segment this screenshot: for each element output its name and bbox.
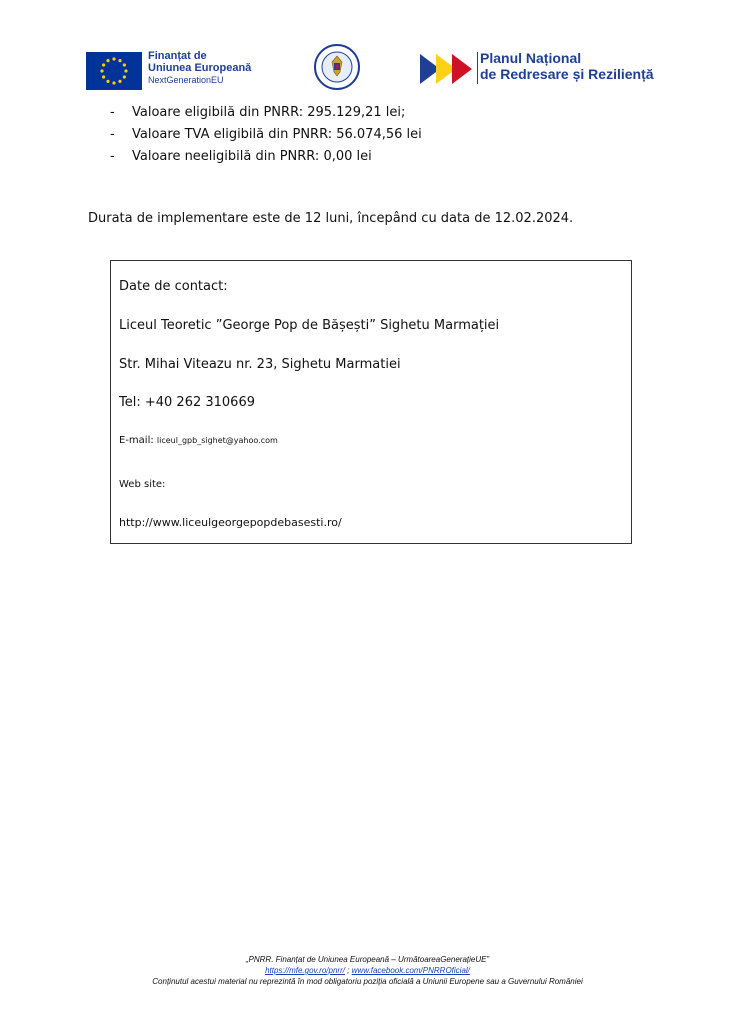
value-item-vat bbox=[110, 124, 422, 146]
email-value[interactable]: liceul_gpb_sighet@yahoo.com bbox=[156, 436, 278, 445]
pnrr-title bbox=[480, 50, 654, 82]
pnrr-line2: de Redresare și Reziliență bbox=[480, 66, 654, 82]
eu-funding-text bbox=[148, 50, 251, 86]
contact-phone: Tel: +40 262 310669 bbox=[119, 395, 255, 410]
contact-school-name: Liceul Teoretic ”George Pop de Bășești” Sighetu Marmației bbox=[119, 318, 500, 333]
eu-line2: Uniunea Europeană bbox=[148, 62, 252, 74]
footer-links bbox=[0, 965, 735, 976]
pnrr-separator bbox=[477, 52, 478, 84]
value-list bbox=[110, 102, 422, 168]
footer-link-facebook[interactable]: www.facebook.com/PNRROficial/ bbox=[351, 966, 470, 975]
value-text: Valoare eligibilă din PNRR: 295.129,21 lei; bbox=[132, 105, 406, 120]
bullet-dash: - bbox=[110, 149, 115, 164]
contact-box bbox=[110, 260, 632, 544]
bullet-dash: - bbox=[110, 127, 115, 142]
pnrr-logo-icon bbox=[420, 54, 476, 84]
footer-link-mfe[interactable]: https://mfe.gov.ro/pnrr/ bbox=[265, 966, 345, 975]
contact-email-row bbox=[119, 435, 278, 446]
footer-link-separator: ; bbox=[344, 966, 352, 975]
page-header bbox=[0, 44, 735, 100]
footer-disclaimer: Conținutul acestui material nu reprezintă în mod obligatoriu poziția oficială a Uniunii Europene sau a Guvernului României bbox=[152, 977, 583, 986]
value-text: Valoare TVA eligibilă din PNRR: 56.074,56 lei bbox=[132, 127, 422, 142]
footer-slogan: „PNRR. Finanțat de Uniunea Europeană – UrmătoareaGenerațieUE” bbox=[245, 955, 490, 964]
bullet-dash: - bbox=[110, 105, 115, 120]
value-text: Valoare neeligibilă din PNRR: 0,00 lei bbox=[132, 149, 372, 164]
eu-line3: NextGenerationEU bbox=[148, 75, 224, 85]
contact-heading: Date de contact: bbox=[119, 279, 228, 294]
implementation-duration: Durata de implementare este de 12 luni, începând cu data de 12.02.2024. bbox=[88, 211, 574, 226]
value-item-ineligible bbox=[110, 146, 422, 168]
contact-website-label: Web site: bbox=[119, 479, 166, 490]
government-of-romania-seal-icon bbox=[314, 44, 360, 90]
eu-line1: Finanțat de bbox=[148, 50, 207, 62]
contact-address: Str. Mihai Viteazu nr. 23, Sighetu Marmatiei bbox=[119, 357, 401, 372]
value-item-eligible bbox=[110, 102, 422, 124]
contact-website-value[interactable]: http://www.liceulgeorgepopdebasesti.ro/ bbox=[119, 516, 342, 529]
pnrr-line1: Planul Național bbox=[480, 50, 582, 66]
email-label: E-mail: bbox=[119, 435, 157, 446]
eu-flag-icon bbox=[86, 52, 142, 90]
page-footer bbox=[0, 954, 735, 987]
